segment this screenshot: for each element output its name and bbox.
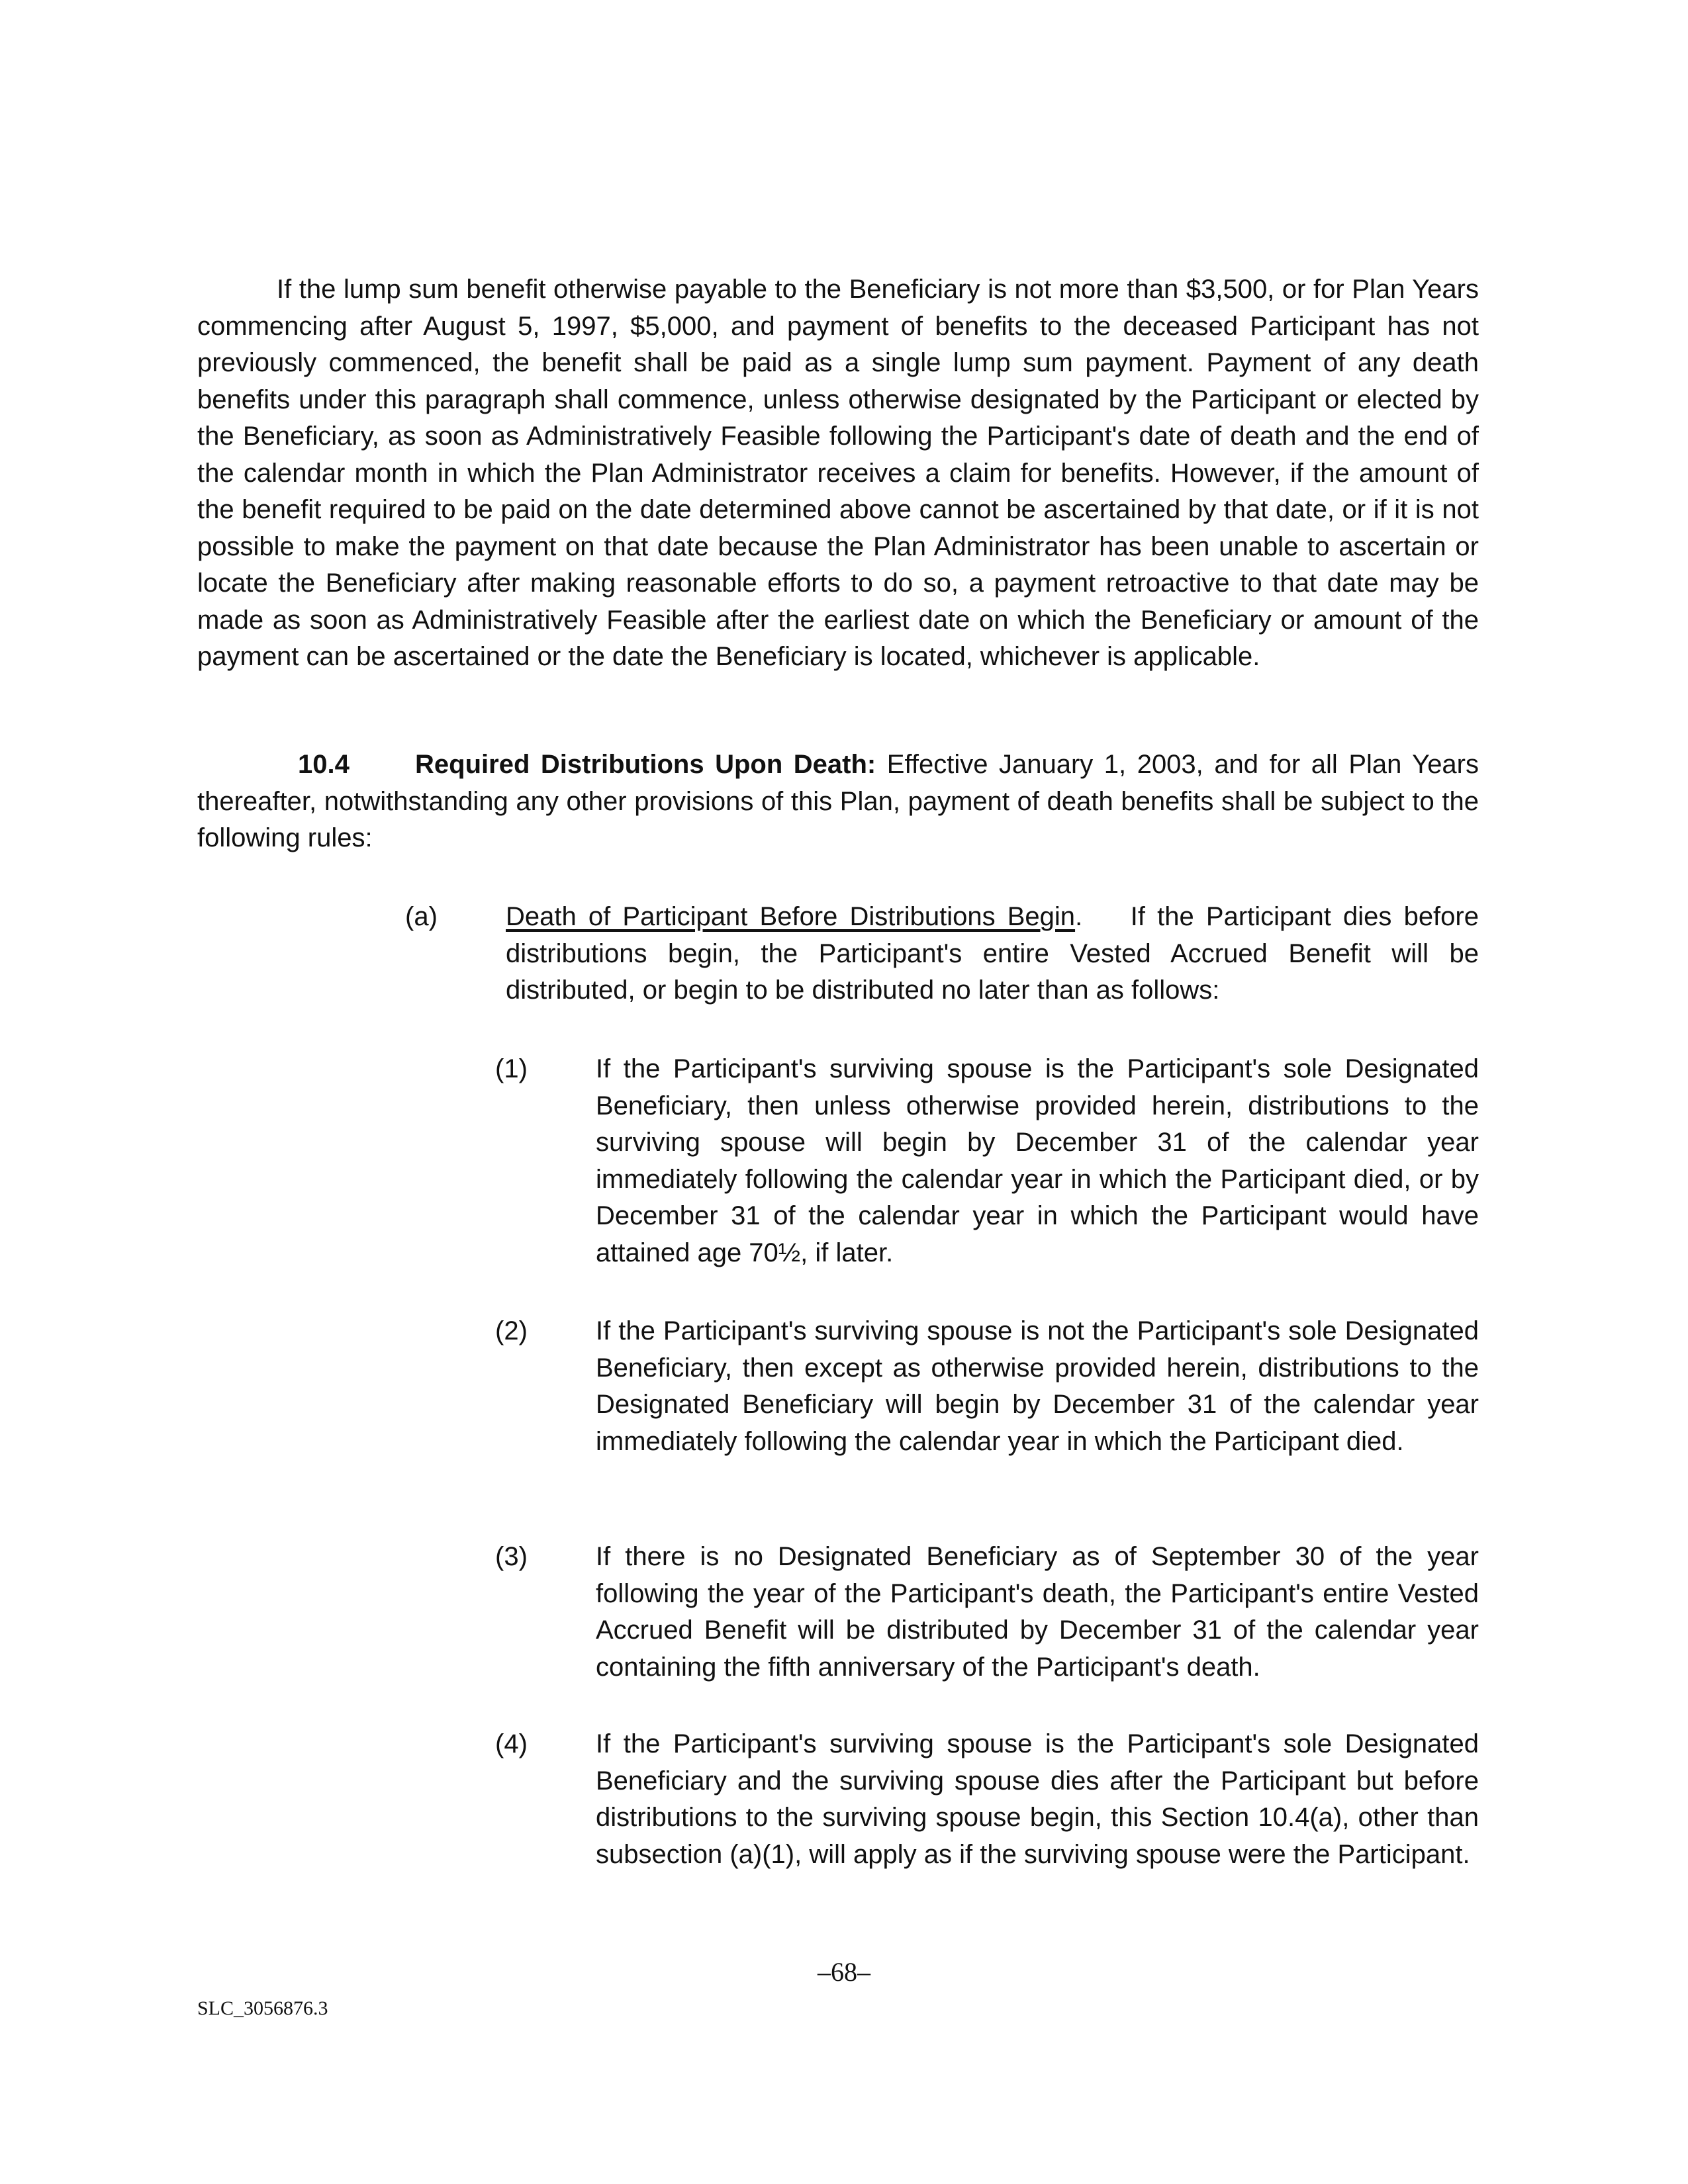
section-10-4 [197,747,1479,857]
section-text: Effective January 1, 2003, and for all Plan Years thereafter, notwithstanding any other provisions of this Plan, payment of death benefits shall be subject to the following rules: [197,750,1479,852]
item-text: If the Participant's surviving spouse is the Participant's sole Designated Beneficiary and the surviving spouse dies after the Participant but before distributions to the surviving spouse begin, this Section 10.4(a), other than subsection (a)(1), will apply as if the surviving spouse were the Participant. [596,1729,1479,1869]
item-text: If the Participant's surviving spouse is not the Participant's sole Designated Beneficiary, then except as otherwise provided herein, distributions to the Designated Beneficiary will begin by December 31 of the calendar year immediately following the calendar year in which the Participant died. [596,1316,1479,1456]
list-item-2 [495,1313,1479,1460]
document-id: SLC_3056876.3 [197,1997,328,2019]
item-text: If the Participant's surviving spouse is the Participant's sole Designated Beneficiary, then unless otherwise provided herein, distributions to the surviving spouse will begin by December 31 of the calendar year immediately following the calendar year in which the Participant died, or by December 31 of the calendar year in which the Participant would have attained age 70½, if later. [596,1054,1479,1267]
item-label: (1) [495,1054,528,1083]
list-item-3 [495,1539,1479,1686]
subsection-a-heading: Death of Participant Before Distributions Begin [506,902,1076,931]
list-item-1 [495,1051,1479,1271]
subsection-a-label: (a) [405,902,438,931]
item-label: (3) [495,1542,528,1571]
intro-paragraph: If the lump sum benefit otherwise payable to the Beneficiary is not more than $3,500, or for Plan Years commencing after August 5, 1997, $5,000, and payment of benefits to the deceased Participant has not previously commenced, the benefit shall be paid as a single lump sum payment. Payment of any death benefits under this paragraph shall commence, unless otherwise designated by the Participant or elected by the Beneficiary, as soon as Administratively Feasible following the Participant's date of death and the end of the calendar month in which the Plan Administrator receives a claim for benefits. However, if the amount of the benefit required to be paid on the date determined above cannot be ascertained by that date, or if it is not possible to make the payment on that date because the Plan Administrator has been unable to ascertain or locate the Beneficiary after making reasonable efforts to do so, a payment retroactive to that date may be made as soon as Administratively Feasible after the earliest date on which the Beneficiary or amount of the payment can be ascertained or the date the Beneficiary is located, whichever is applicable. [197,275,1479,671]
section-title: Required Distributions Upon Death: [415,750,876,779]
item-text: If there is no Designated Beneficiary as of September 30 of the year following the year of the Participant's death, the Participant's entire Vested Accrued Benefit will be distributed by December 31 of the calendar year containing the fifth anniversary of the Participant's death. [596,1542,1479,1682]
subsection-a [405,899,1479,1009]
page-number: –68– [818,1957,870,1987]
subsection-a-text: If the Participant dies before distributions begin, the Participant's entire Vested Accrued Benefit will be distributed, or begin to be distributed no later than as follows: [506,902,1479,1005]
section-number: 10.4 [298,750,350,779]
list-item-4 [495,1726,1479,1873]
subsection-a-body: Death of Participant Before Distributions Begin. If the Participant dies before distributions begin, the Participant's entire Vested Accrued Benefit will be distributed, or begin to be distributed no later than as follows: [506,902,1479,1005]
item-label: (2) [495,1316,528,1345]
item-label: (4) [495,1729,528,1758]
